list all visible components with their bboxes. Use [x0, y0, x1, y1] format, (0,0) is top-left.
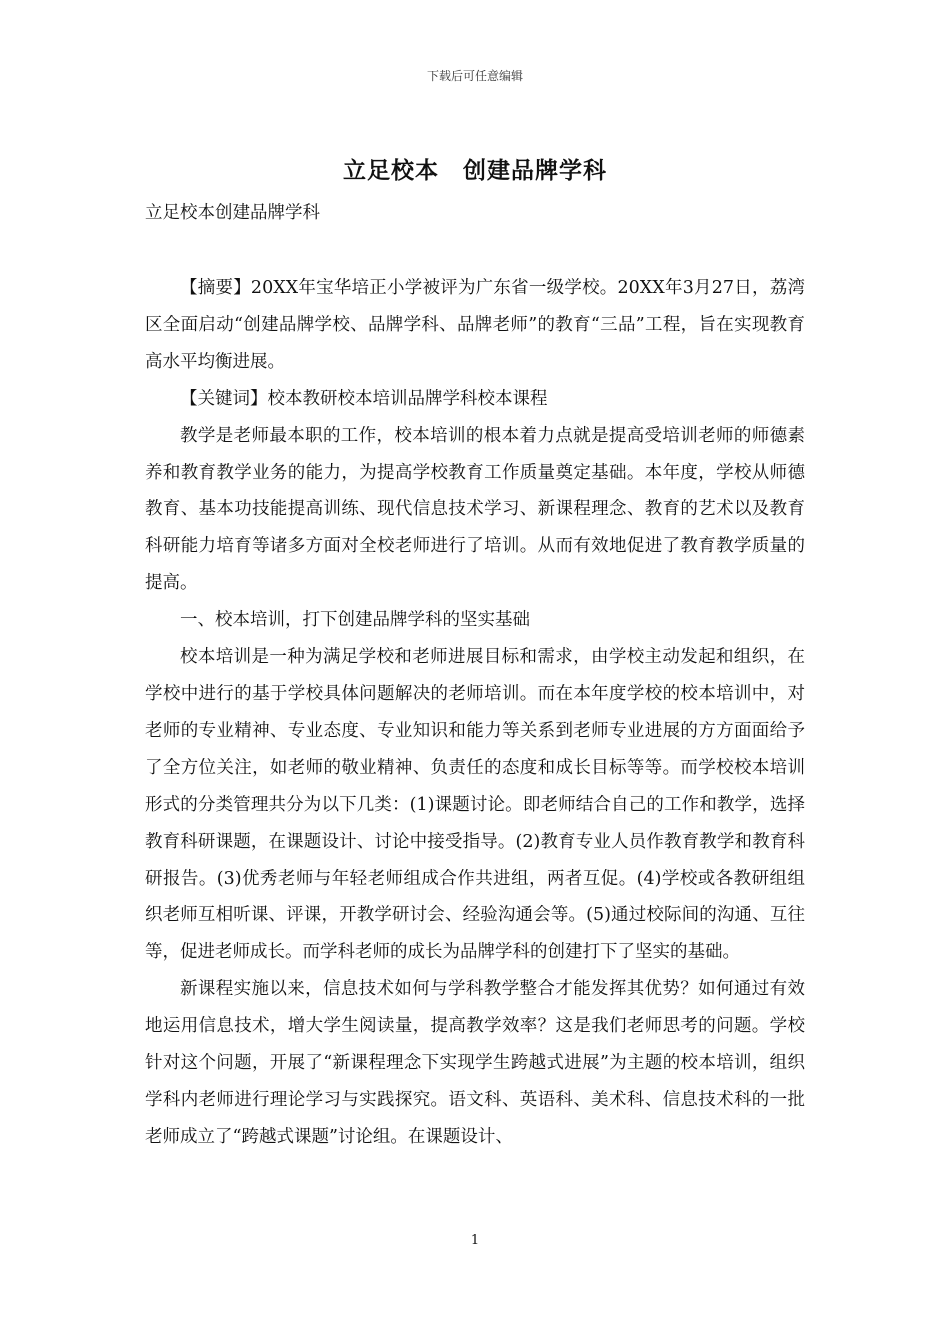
body-paragraph: 校本培训是一种为满足学校和老师进展目标和需求，由学校主动发起和组织，在学校中进行的基于学校具体问题解决的老师培训。而在本年度学校的校本培训中，对老师的专业精神、专业态度、专业知识和能力等关系到老师专业进展的方方面面给予了全方位关注，如老师的敬业精神、负责任的态度和成长目标等等。而学校校本培训形式的分类管理共分为以下几类：(1)课题讨论。即老师结合自己的工作和教学，选择教育科研课题，在课题设计、讨论中接受指导。(2)教育专业人员作教育教学和教育科研报告。(3)优秀老师与年轻老师组成合作共进组，两者互促。(4)学校或各教研组组织老师互相听课、评课，开教学研讨会、经验沟通会等。(5)通过校际间的沟通、互往等，促进老师成长。而学科老师的成长为品牌学科的创建打下了坚实的基础。: [145, 647, 805, 963]
body-paragraph: 新课程实施以来，信息技术如何与学科教学整合才能发挥其优势？如何通过有效地运用信息技术，增大学生阅读量，提高教学效率？这是我们老师思考的问题。学校针对这个问题，开展了“新课程理念下实现学生跨越式进展”为主题的校本培训，组织学科内老师进行理论学习与实践探究。语文科、英语科、美术科、信息技术科的一批老师成立了“跨越式课题”讨论组。在课题设计、: [145, 979, 805, 1147]
section-heading-1: 一、校本培训，打下创建品牌学科的坚实基础: [180, 610, 530, 631]
document-title: 立足校本 创建品牌学科: [343, 157, 607, 184]
document-subtitle: 立足校本创建品牌学科: [145, 203, 320, 223]
page-number: 1: [470, 1233, 480, 1248]
document-body: [145, 270, 805, 1156]
intro-paragraph: 教学是老师最本职的工作，校本培训的根本着力点就是提高受培训老师的师德素养和教育教学业务的能力，为提高学校教育工作质量奠定基础。本年度，学校从师德教育、基本功技能提高训练、现代信息技术学习、新课程理念、教育的艺术以及教育科研能力培育等诸多方面对全校老师进行了培训。从而有效地促进了教育教学质量的提高。: [145, 425, 805, 594]
page-header-note: 下载后可任意编辑: [426, 69, 523, 83]
keywords-paragraph: 【关键词】校本教研校本培训品牌学科校本课程: [180, 388, 548, 409]
abstract-paragraph: 【摘要】20XX年宝华培正小学被评为广东省一级学校。20XX年3月27日，荔湾区全面启动“创建品牌学校、品牌学科、品牌老师”的教育“三品”工程，旨在实现教育高水平均衡进展。: [145, 278, 805, 372]
